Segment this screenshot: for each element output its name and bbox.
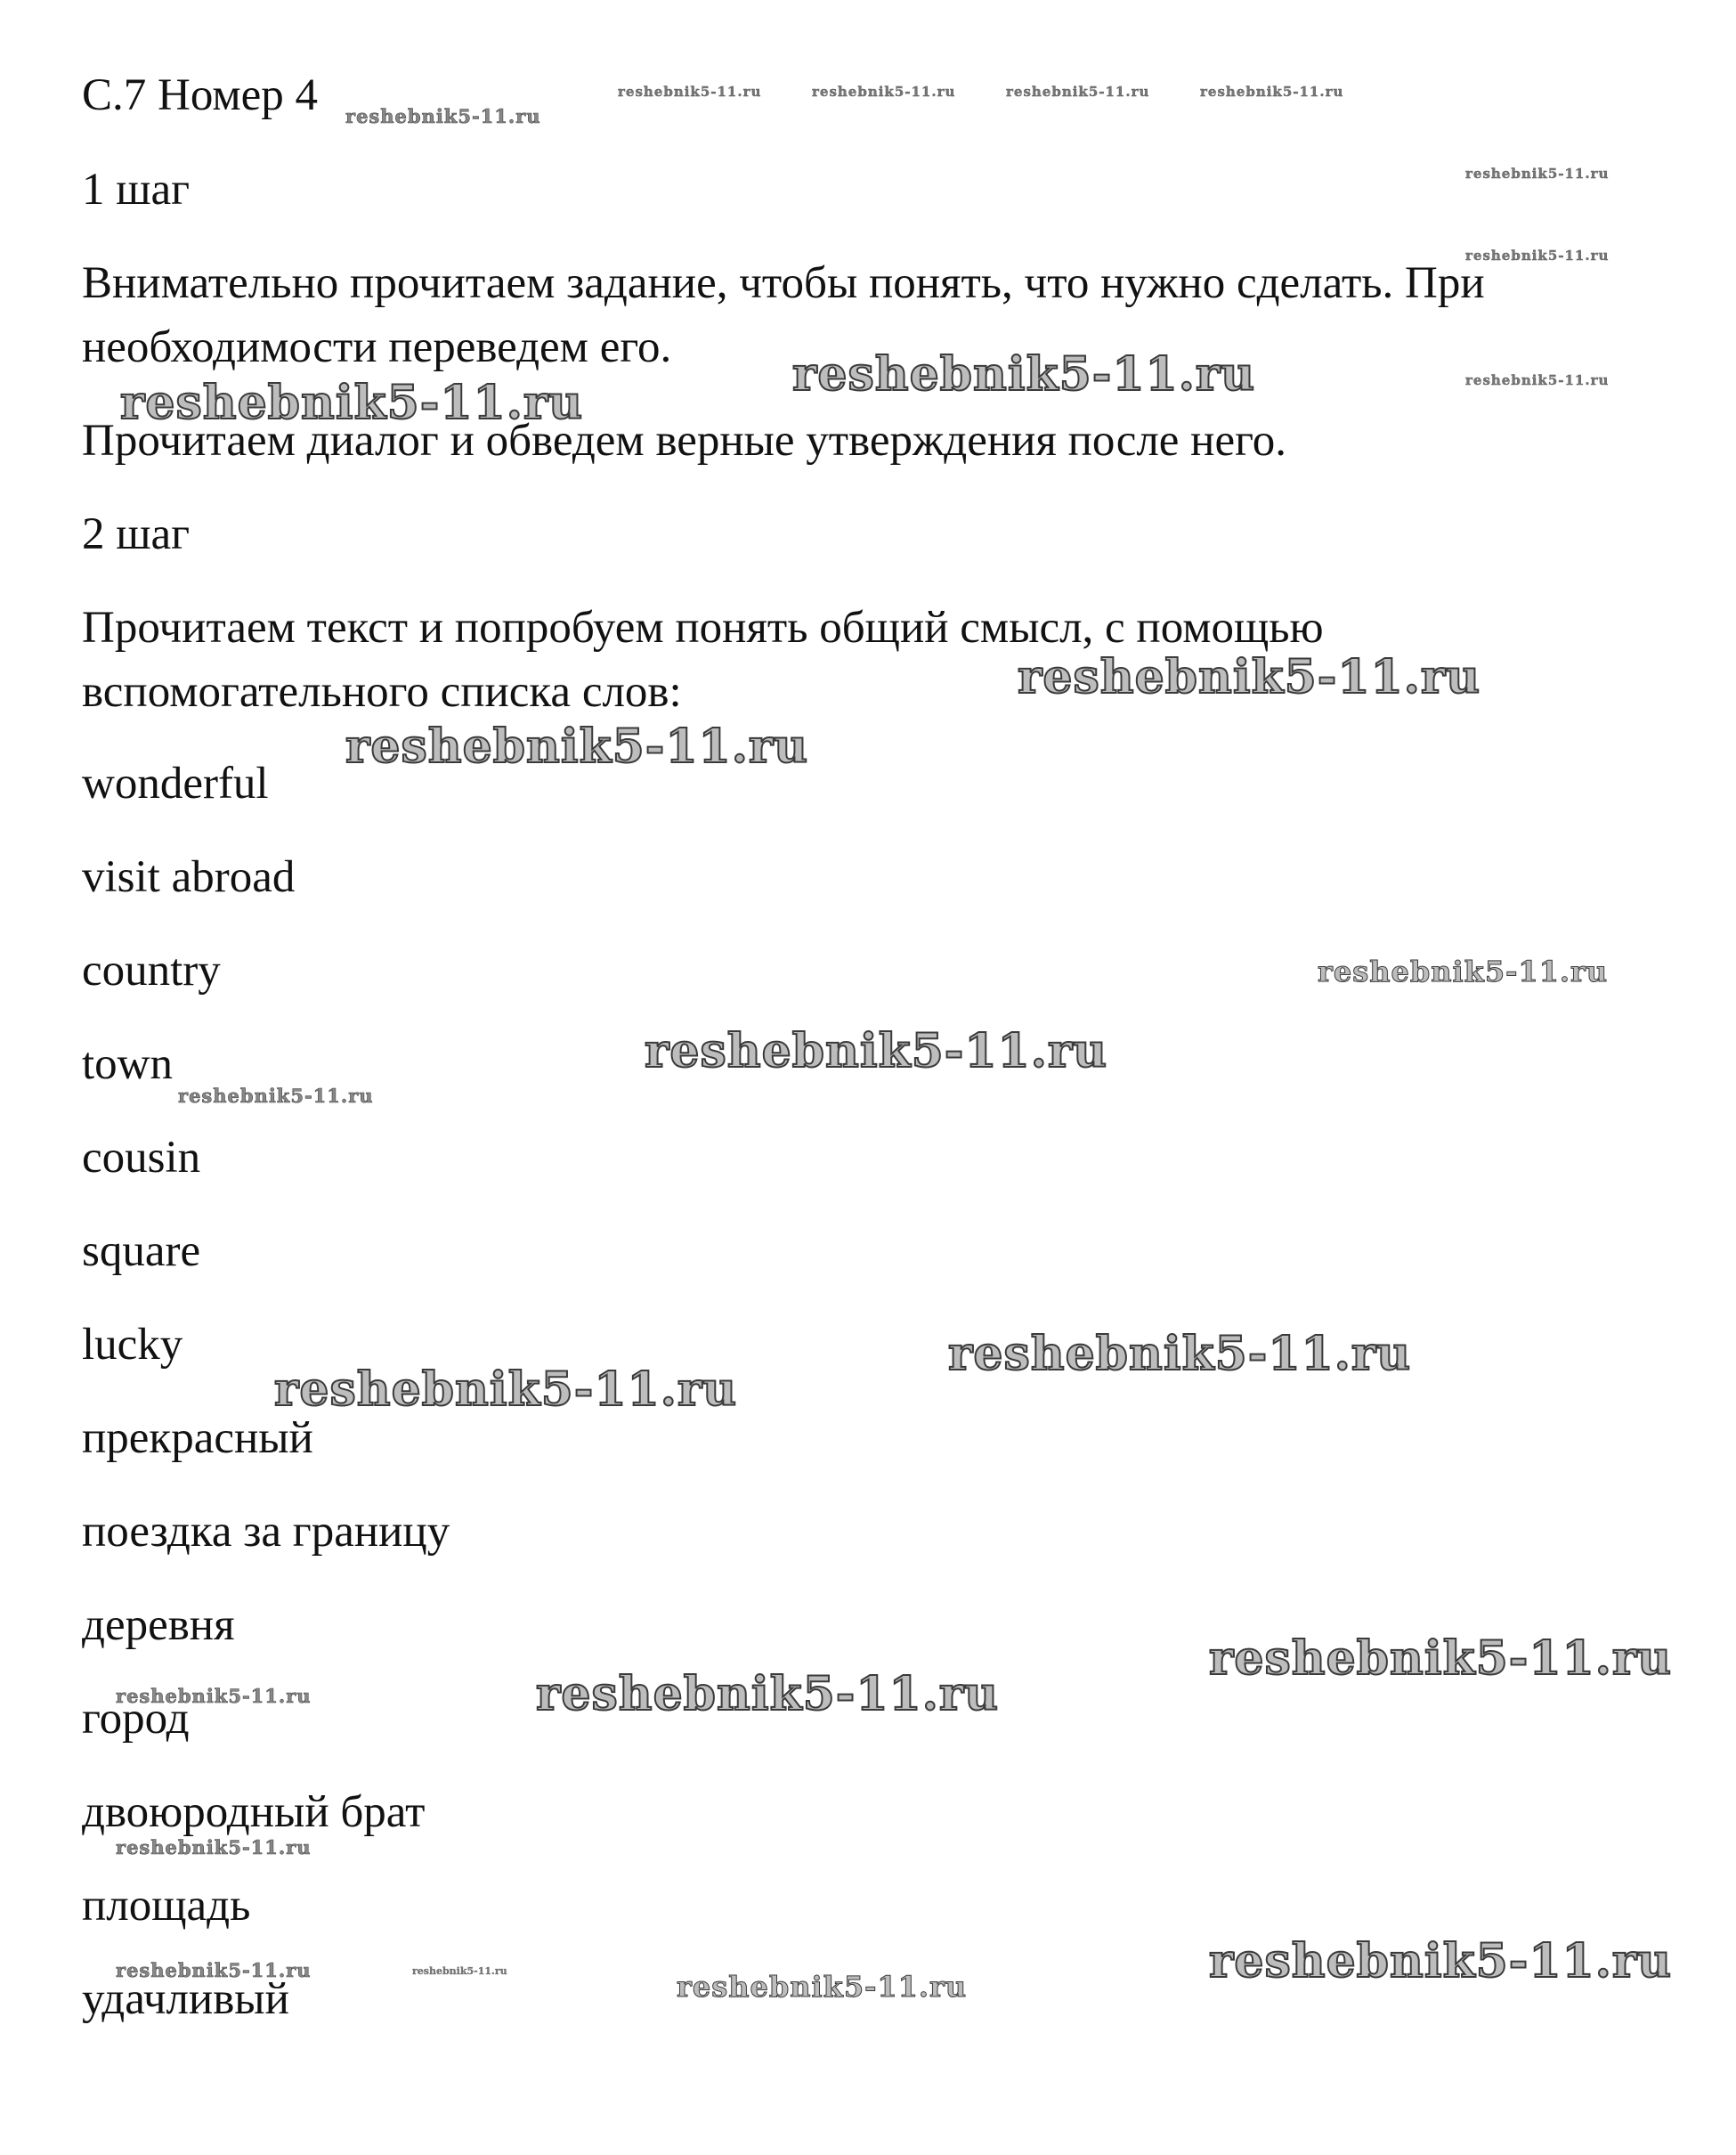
word-item: town [82,1039,173,1089]
watermark: reshebnik5-11.ru [116,1685,312,1707]
step1-heading: 1 шаг [82,165,191,215]
translation-item: удачливый [82,1974,289,2024]
watermark: reshebnik5-11.ru [1209,1631,1673,1686]
watermark: reshebnik5-11.ru [645,1024,1108,1078]
word-item: cousin [82,1133,201,1183]
page-title: С.7 Номер 4 [82,70,319,120]
watermark: reshebnik5-11.ru [1200,84,1344,100]
word-item: visit abroad [82,852,296,902]
watermark: reshebnik5-11.ru [1209,1934,1673,1988]
watermark: reshebnik5-11.ru [536,1667,1000,1721]
word-item: wonderful [82,759,269,809]
step2-text-line1: Прочитаем текст и попробуем понять общий смысл, с помощью [82,603,1324,653]
watermark: reshebnik5-11.ru [677,1970,968,2004]
watermark: reshebnik5-11.ru [792,347,1256,402]
watermark: reshebnik5-11.ru [1465,248,1610,264]
translation-item: прекрасный [82,1413,313,1463]
watermark: reshebnik5-11.ru [1318,955,1609,988]
word-item: square [82,1226,201,1276]
translation-item: город [82,1694,190,1744]
word-item: country [82,946,221,996]
watermark: reshebnik5-11.ru [116,1959,312,1981]
step1-text-line1: Внимательно прочитаем задание, чтобы понять, что нужно сделать. При [82,258,1485,308]
translation-item: площадь [82,1881,251,1931]
watermark: reshebnik5-11.ru [178,1085,374,1107]
watermark: reshebnik5-11.ru [1465,372,1610,388]
watermark: reshebnik5-11.ru [812,84,956,100]
word-item: lucky [82,1320,183,1370]
watermark: reshebnik5-11.ru [1465,166,1610,182]
watermark: reshebnik5-11.ru [618,84,762,100]
step1-text-line2: необходимости переведем его. [82,322,672,372]
step2-text-line2: вспомогательного списка слов: [82,667,682,717]
watermark: reshebnik5-11.ru [345,720,809,774]
watermark: reshebnik5-11.ru [1018,650,1481,704]
watermark: reshebnik5-11.ru [412,1965,507,1977]
watermark: reshebnik5-11.ru [1006,84,1150,100]
watermark: reshebnik5-11.ru [345,105,541,127]
translation-item: деревня [82,1600,235,1650]
watermark: reshebnik5-11.ru [116,1836,312,1858]
translation-item: двоюродный брат [82,1787,426,1837]
step2-heading: 2 шаг [82,509,191,559]
watermark: reshebnik5-11.ru [948,1327,1412,1381]
watermark: reshebnik5-11.ru [120,376,584,430]
step1-instruction: Прочитаем диалог и обведем верные утверждения после него. [82,416,1286,466]
translation-item: поездка за границу [82,1507,450,1557]
watermark: reshebnik5-11.ru [274,1362,738,1417]
